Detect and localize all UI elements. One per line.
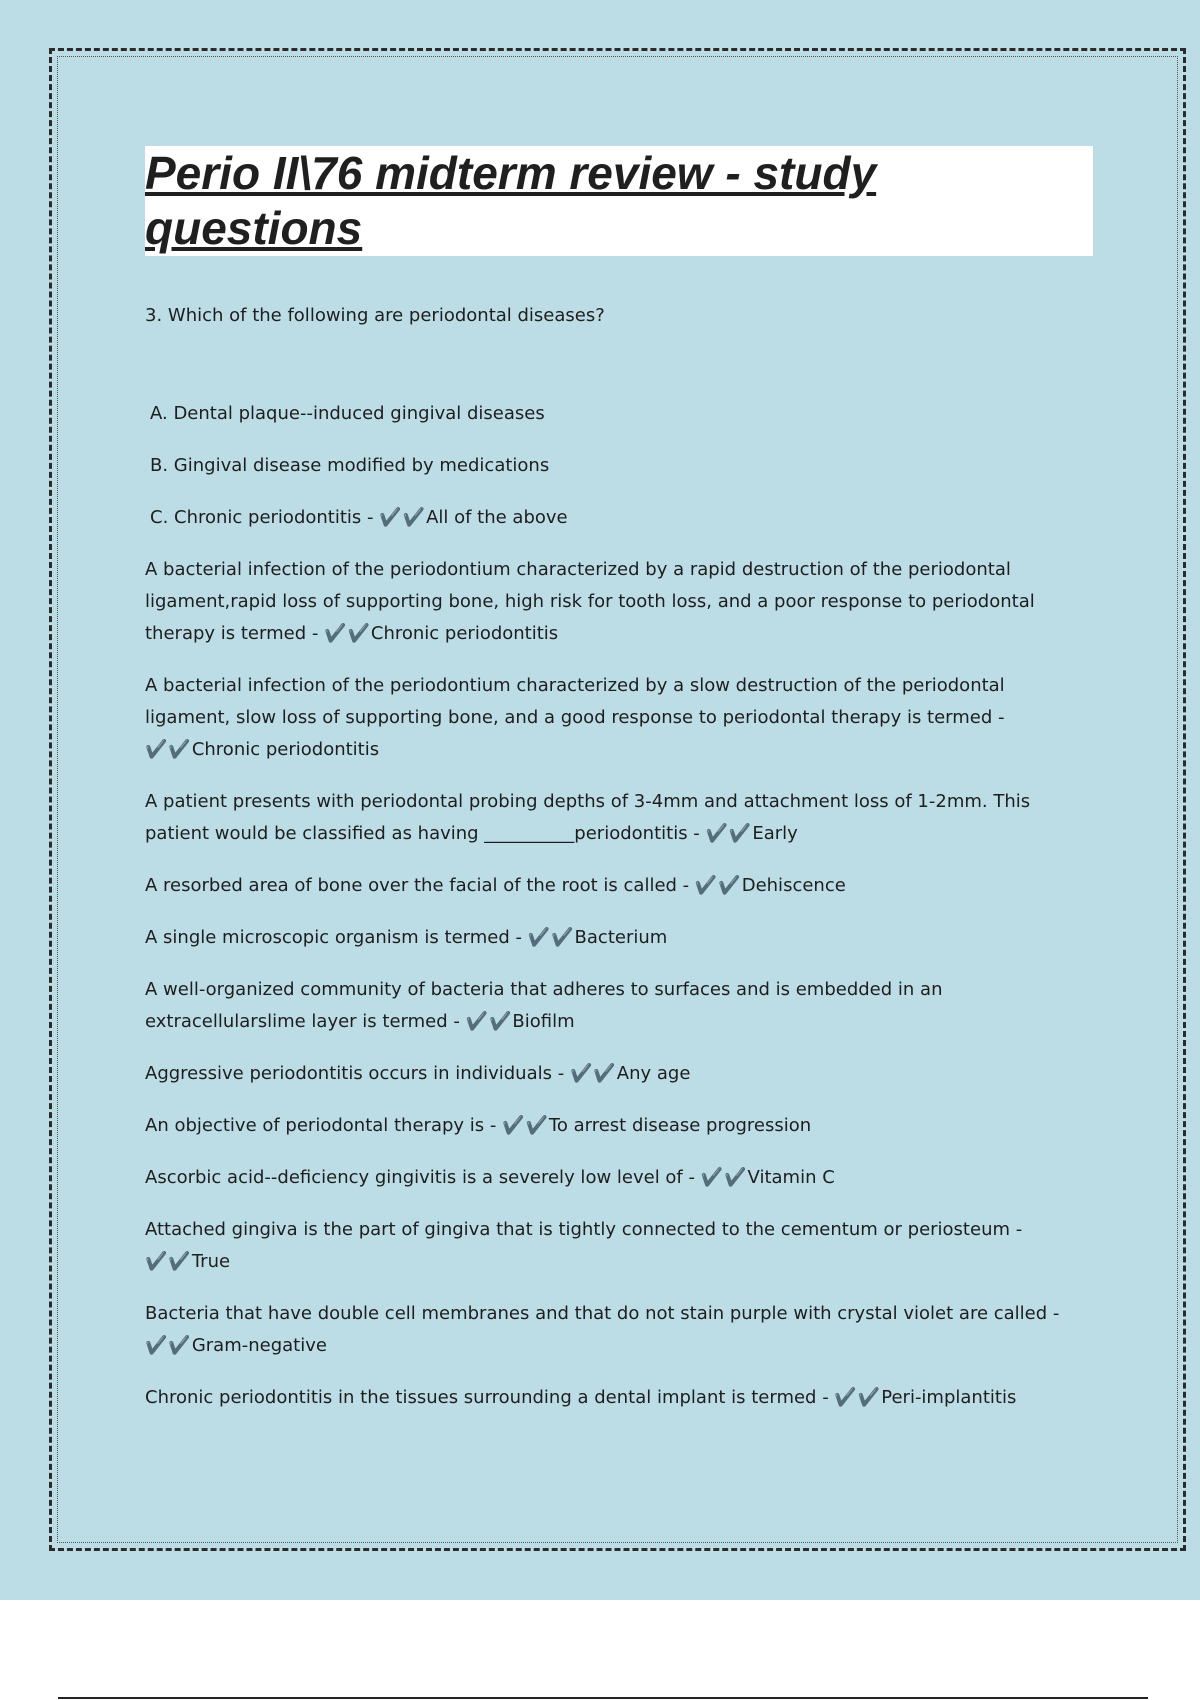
qa-answer: True xyxy=(191,1251,231,1272)
qa-question: A single microscopic organism is termed - xyxy=(145,927,528,948)
answer-checkmark: ✔️✔️ xyxy=(694,875,742,896)
option-c-answer: All of the above xyxy=(426,507,568,528)
answer-checkmark: ✔️✔️ xyxy=(145,1335,192,1356)
answer-checkmark: ✔️✔️ xyxy=(834,1387,882,1408)
answer-checkmark: ✔️✔️ xyxy=(502,1115,549,1136)
bottom-rule xyxy=(58,1697,1148,1699)
qa-question: Ascorbic acid--deficiency gingivitis is a severely low level of - xyxy=(145,1167,701,1188)
qa-answer: Biofilm xyxy=(512,1011,575,1032)
qa-answer: Early xyxy=(752,823,798,844)
qa-question: Chronic periodontitis in the tissues surrounding a dental implant is termed - xyxy=(145,1387,835,1408)
qa-item xyxy=(145,922,1085,954)
qa-answer: Vitamin C xyxy=(747,1167,835,1188)
qa-question: An objective of periodontal therapy is - xyxy=(145,1115,503,1136)
option-b xyxy=(145,450,1085,482)
answer-checkmark: ✔️✔️ xyxy=(465,1011,513,1032)
document-body xyxy=(145,300,1085,1434)
qa-answer: Chronic periodontitis xyxy=(370,623,559,644)
qa-question: Bacteria that have double cell membranes and that do not stain purple with crystal violet are called - xyxy=(145,1303,1060,1324)
answer-checkmark: ✔️✔️ xyxy=(145,739,192,760)
qa-item xyxy=(145,870,1085,902)
answer-checkmark: ✔️✔️ xyxy=(379,507,427,528)
option-b-text: B. Gingival disease modified by medications xyxy=(150,455,550,476)
qa-question: Aggressive periodontitis occurs in individuals - xyxy=(145,1063,570,1084)
qa-item xyxy=(145,1298,1085,1362)
qa-answer: Dehiscence xyxy=(741,875,846,896)
qa-item xyxy=(145,974,1085,1038)
qa-item xyxy=(145,1058,1085,1090)
option-a xyxy=(145,398,1085,430)
option-a-text: A. Dental plaque--induced gingival diseases xyxy=(150,403,545,424)
question-3: 3. Which of the following are periodontal diseases? xyxy=(145,305,605,326)
qa-answer: Peri-implantitis xyxy=(881,1387,1017,1408)
qa-answer: Chronic periodontitis xyxy=(191,739,380,760)
qa-question: A well-organized community of bacteria that adheres to surfaces and is embedded in an extracellularslime layer is termed - xyxy=(145,979,943,1032)
qa-answer: Gram-negative xyxy=(191,1335,327,1356)
qa-question: A resorbed area of bone over the facial of the root is called - xyxy=(145,875,695,896)
qa-question: A bacterial infection of the periodontium characterized by a slow destruction of the periodontal ligament, slow loss of supporting bone, and a good response to periodontal therapy is termed - xyxy=(145,675,1005,728)
qa-item xyxy=(145,1214,1085,1278)
answer-checkmark: ✔️✔️ xyxy=(705,823,753,844)
answer-checkmark: ✔️✔️ xyxy=(145,1251,192,1272)
option-c-text: C. Chronic periodontitis - xyxy=(150,507,380,528)
option-c xyxy=(145,502,1085,534)
qa-item xyxy=(145,670,1085,766)
qa-item xyxy=(145,1162,1085,1194)
qa-answer: Any age xyxy=(616,1063,691,1084)
qa-item xyxy=(145,1382,1085,1414)
answer-checkmark: ✔️✔️ xyxy=(700,1167,748,1188)
qa-question: A patient presents with periodontal probing depths of 3-4mm and attachment loss of 1-2mm. This patient would be classified as having __________periodontitis - xyxy=(145,791,1031,844)
qa-question: Attached gingiva is the part of gingiva that is tightly connected to the cementum or periosteum - xyxy=(145,1219,1023,1240)
title-box xyxy=(145,146,1093,256)
qa-item xyxy=(145,554,1085,650)
qa-item xyxy=(145,1110,1085,1142)
qa-question: A bacterial infection of the periodontium characterized by a rapid destruction of the periodontal ligament,rapid loss of supporting bone, high risk for tooth loss, and a poor response to periodontal therapy is termed - xyxy=(145,559,1035,644)
qa-answer: Bacterium xyxy=(574,927,668,948)
qa-answer: To arrest disease progression xyxy=(548,1115,812,1136)
document-title: Perio II\76 midterm review - study questions xyxy=(145,147,877,254)
answer-checkmark: ✔️✔️ xyxy=(324,623,371,644)
answer-checkmark: ✔️✔️ xyxy=(569,1063,617,1084)
answer-checkmark: ✔️✔️ xyxy=(527,927,575,948)
qa-item xyxy=(145,786,1085,850)
